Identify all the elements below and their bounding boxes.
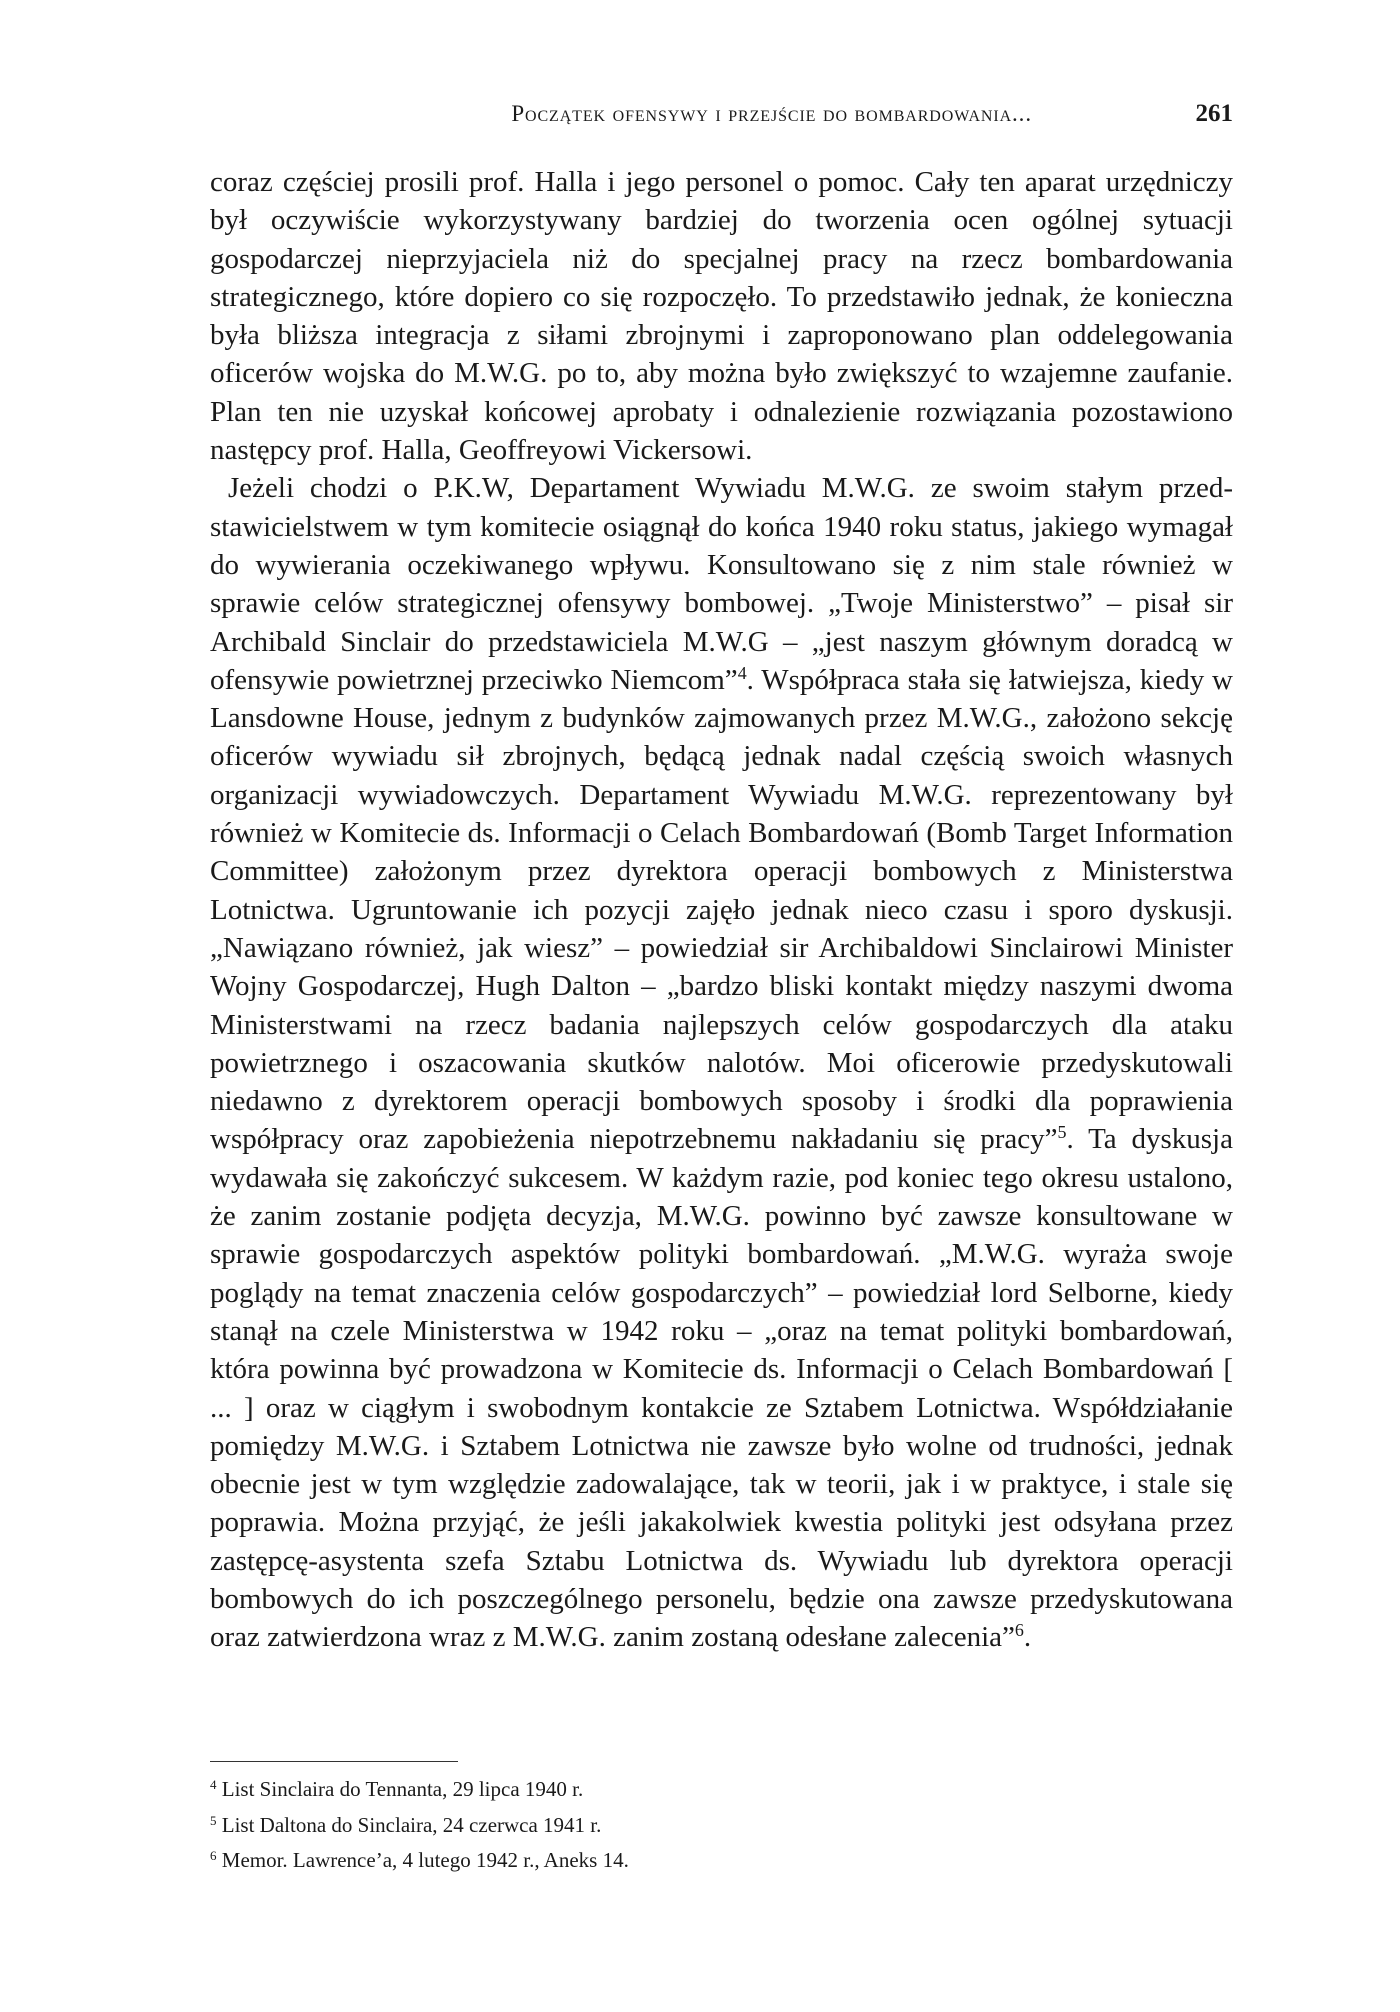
footnote-text: List Sinclaira do Tennanta, 29 lipca 1940 r. <box>216 1777 584 1801</box>
paragraph-1: coraz częściej prosili prof. Halla i jego personel o pomoc. Cały ten aparat urzędniczy był oczywiście wykorzystywany bardziej do tworzenia ocen ogólnej sytuacji gospodarczej nieprzyjaciela niż do specjalnej pracy na rzecz bombardowania strategicznego, które dopiero co się rozpoczęło. To przedstawiło jednak, że konieczna była bliższa integracja z siłami zbrojnymi i zaproponowano plan oddelegowania oficerów wojska do M.W.G. po to, aby można było zwiększyć to wzajemne zaufanie. Plan ten nie uzyskał końcowej aprobaty i odnalezienie rozwiązania pozostawiono następcy prof. Halla, Geoffreyowi Vickersowi. <box>210 166 1233 467</box>
running-head-title: Początek ofensywy i przejście do bombardowania... <box>511 101 1032 126</box>
footnote-5 <box>210 1808 1233 1844</box>
footnote-ref-4: 4 <box>737 662 747 683</box>
footnote-marker: 5 <box>210 1812 217 1828</box>
footnotes <box>210 1772 1233 1879</box>
footnote-6 <box>210 1843 1233 1879</box>
footnote-text: List Daltona do Sinclaira, 24 czerwca 1941 r. <box>216 1812 602 1837</box>
page-number: 261 <box>1195 100 1233 127</box>
footnote-4 <box>210 1772 1233 1808</box>
paragraph-2 <box>210 469 1233 1656</box>
main-text <box>210 163 1233 1657</box>
paragraph-2-text-3: . Ta dyskusja wydawała się zakończyć sukcesem. W każdym razie, pod koniec tego okresu ustalono, że zanim zostanie podjęta decyzja, M.W.G. powinno być zawsze konsultowane w sprawie gospodarczych aspektów polityki bombardowań. „M.W.G. wyraża swoje poglądy na temat znaczenia celów gospodarczych” – powiedział lord Selborne, kiedy stanął na czele Ministerstwa w 1942 roku – „oraz na temat polityki bombardowań, która powinna być prowadzona w Komitecie ds. Informacji o Celach Bombardowań [ ... ] oraz w ciągłym i swobodnym kontakcie ze Sztabem Lotnictwa. Współdziałanie pomiędzy M.W.G. i Sztabem Lotnictwa nie zawsze było wolne od trudności, jednak obecnie jest w tym względzie zadowalające, tak w teorii, jak i w praktyce, i stale się poprawia. Można przyjąć, że jeśli jakakolwiek kwestia polityki jest odsyłana przez zastępcę‑asystenta szefa Sztabu Lotnictwa ds. Wywiadu lub dyrektora operacji bombowych do ich poszczególnego personelu, będzie ona zawsze przedyskutowana oraz zatwierdzona wraz z M.W.G. zanim zostaną odesłane zalecenia” <box>210 1123 1233 1654</box>
book-page <box>210 0 1233 2012</box>
footnote-text: Memor. Lawrence’a, 4 lutego 1942 r., Aneks 14. <box>216 1848 629 1872</box>
paragraph-2-text-2: . Współpraca stała się łatwiejsza, kiedy w Lansdowne House, jednym z budynków zajmowanych przez M.W.G., założono sekcję oficerów wywiadu sił zbrojnych, będącą jednak nadal częścią swoich własnych organizacji wywiadowczych. Departament Wywiadu M.W.G. reprezentowany był również w Komitecie ds. Informacji o Celach Bombardowań (Bomb Target Information Committee) założonym przez dyrektora operacji bombowych z Ministerstwa Lotnictwa. Ugruntowanie ich pozycji zajęło jednak nieco czasu i sporo dyskusji. „Nawiązano również, jak wiesz” – powiedział sir Archibaldowi Sinclairowi Minister Wojny Gospodarczej, Hugh Dalton – „bardzo bliski kontakt między naszymi dwoma Ministerstwami na rzecz badania najlepszych celów gospodarczych dla ataku powietrznego i oszacowania skutków nalotów. Moi oficerowie przedyskutowali niedawno z dyrektorem operacji bombowych sposoby i środki dla poprawienia współpracy oraz zapobieżenia niepotrzebnemu nakładaniu się pracy” <box>210 663 1234 1156</box>
footnote-marker: 6 <box>210 1847 217 1863</box>
running-head <box>210 97 1233 131</box>
paragraph-2-text-4: . <box>1023 1621 1032 1654</box>
footnote-marker: 4 <box>210 1776 217 1792</box>
footnote-ref-6: 6 <box>1014 1620 1024 1641</box>
footnote-ref-5: 5 <box>1057 1122 1067 1143</box>
paragraph-2-text-1: Jeżeli chodzi o P.K.W, Departament Wywiadu M.W.G. ze swoim stałym przedstawicielstwem w tym komitecie osiągnął do końca 1940 roku status, jakiego wymagał do wywierania oczekiwanego wpływu. Konsultowano się z nim stale również w sprawie celów strategicznej ofensywy bombowej. „Twoje Ministerstwo” – pisał sir Archibald Sinclair do przedstawiciela M.W.G – „jest naszym głównym doradcą w ofensywie powietrznej przeciwko Niemcom” <box>210 472 1233 696</box>
footnote-separator <box>210 1761 458 1762</box>
